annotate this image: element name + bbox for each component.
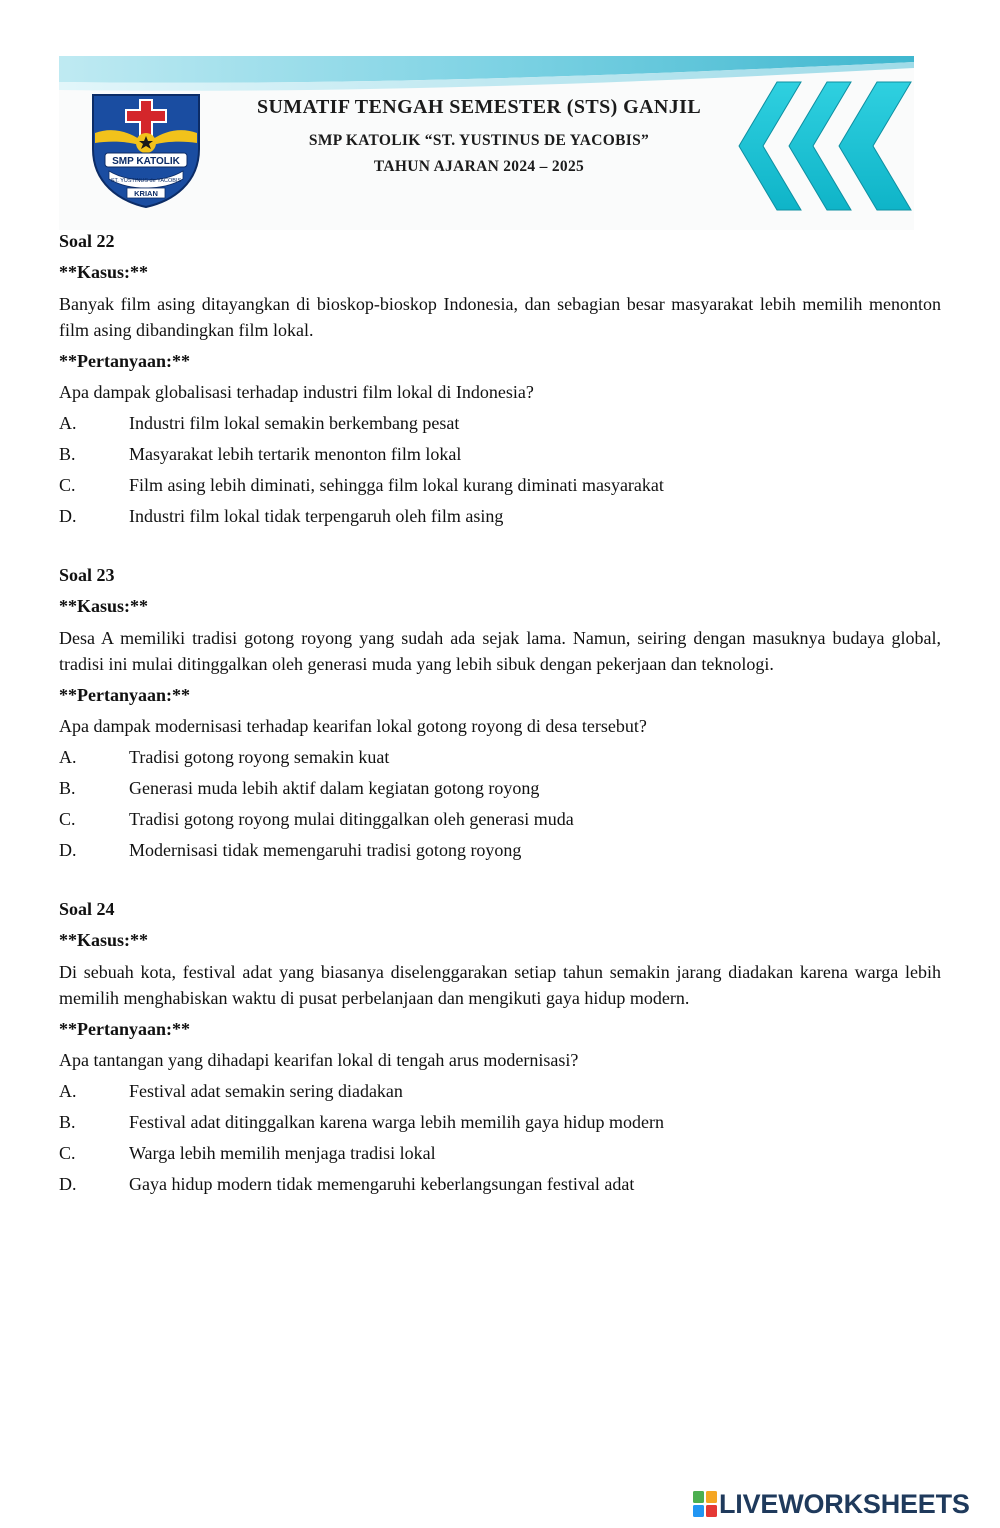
liveworksheets-brand-text: LIVEWORKSHEETS [719, 1488, 970, 1519]
option-b[interactable] [59, 1107, 941, 1138]
case-text: Banyak film asing ditayangkan di bioskop-bioskop Indonesia, dan sebagian besar masyarakat lebih memilih menonton film asing dibandingkan film lokal. [59, 294, 941, 340]
option-text: Generasi muda lebih aktif dalam kegiatan gotong royong [129, 778, 540, 798]
question-text: Apa dampak modernisasi terhadap kearifan lokal gotong royong di desa tersebut? [59, 716, 647, 736]
questions-content [59, 226, 941, 1228]
option-letter: A. [59, 413, 77, 433]
question-text: Apa dampak globalisasi terhadap industri film lokal di Indonesia? [59, 382, 534, 402]
option-letter: A. [59, 1081, 77, 1101]
option-d[interactable] [59, 1169, 941, 1200]
option-letter: D. [59, 1174, 77, 1194]
option-c[interactable] [59, 804, 941, 835]
header-banner [59, 56, 914, 230]
option-letter: C. [59, 1143, 76, 1163]
case-text: Desa A memiliki tradisi gotong royong yang sudah ada sejak lama. Namun, seiring dengan masuknya budaya global, tradisi ini mulai ditinggalkan oleh generasi muda yang lebih sibuk dengan pekerjaan dan teknologi. [59, 628, 941, 674]
question-title: Soal 23 [59, 565, 115, 585]
option-letter: B. [59, 1112, 76, 1132]
question-block-23 [59, 560, 941, 866]
option-b[interactable] [59, 773, 941, 804]
logo-ribbon-text: ST. YUSTINUS de YACOBIS [110, 178, 182, 184]
option-d[interactable] [59, 501, 941, 532]
option-text: Modernisasi tidak memengaruhi tradisi gotong royong [129, 840, 522, 860]
question-block-22 [59, 226, 941, 532]
option-letter: C. [59, 475, 76, 495]
liveworksheets-logo-icon [693, 1491, 717, 1517]
question-block-24 [59, 894, 941, 1200]
option-letter: C. [59, 809, 76, 829]
option-letter: A. [59, 747, 77, 767]
exam-title: SUMATIF TENGAH SEMESTER (STS) GANJIL [256, 96, 702, 118]
option-letter: D. [59, 506, 77, 526]
option-c[interactable] [59, 470, 941, 501]
logo-bottom-text: KRIAN [134, 189, 158, 198]
question-title: Soal 22 [59, 231, 115, 251]
option-text: Gaya hidup modern tidak memengaruhi keberlangsungan festival adat [129, 1174, 635, 1194]
question-label: **Pertanyaan:** [59, 1019, 190, 1039]
option-text: Industri film lokal semakin berkembang pesat [129, 413, 460, 433]
question-label: **Pertanyaan:** [59, 685, 190, 705]
liveworksheets-watermark[interactable] [693, 1488, 970, 1520]
option-text: Film asing lebih diminati, sehingga film lokal kurang diminati masyarakat [129, 475, 664, 495]
option-text: Festival adat semakin sering diadakan [129, 1081, 403, 1101]
question-title: Soal 24 [59, 899, 115, 919]
option-d[interactable] [59, 835, 941, 866]
academic-year: TAHUN AJARAN 2024 – 2025 [373, 158, 585, 175]
option-letter: D. [59, 840, 77, 860]
school-logo [87, 87, 205, 209]
question-label: **Pertanyaan:** [59, 351, 190, 371]
option-b[interactable] [59, 439, 941, 470]
logo-top-text: SMP KATOLIK [112, 156, 180, 167]
option-text: Tradisi gotong royong mulai ditinggalkan oleh generasi muda [129, 809, 574, 829]
option-c[interactable] [59, 1138, 941, 1169]
case-label: **Kasus:** [59, 262, 149, 282]
option-letter: B. [59, 444, 76, 464]
case-text: Di sebuah kota, festival adat yang biasanya diselenggarakan setiap tahun semakin jarang diadakan karena warga lebih memilih menghabiskan waktu di pusat perbelanjaan dan mengikuti gaya hidup modern. [59, 962, 941, 1008]
case-label: **Kasus:** [59, 596, 149, 616]
option-text: Festival adat ditinggalkan karena warga lebih memilih gaya hidup modern [129, 1112, 665, 1132]
case-label: **Kasus:** [59, 930, 149, 950]
question-text: Apa tantangan yang dihadapi kearifan lokal di tengah arus modernisasi? [59, 1050, 579, 1070]
school-name: SMP KATOLIK “ST. YUSTINUS DE YACOBIS” [308, 132, 650, 149]
option-text: Tradisi gotong royong semakin kuat [129, 747, 390, 767]
option-letter: B. [59, 778, 76, 798]
option-text: Warga lebih memilih menjaga tradisi lokal [129, 1143, 436, 1163]
option-a[interactable] [59, 1076, 941, 1107]
option-text: Masyarakat lebih tertarik menonton film lokal [129, 444, 462, 464]
option-a[interactable] [59, 408, 941, 439]
option-a[interactable] [59, 742, 941, 773]
chevron-arrows-decoration [735, 80, 914, 214]
option-text: Industri film lokal tidak terpengaruh oleh film asing [129, 506, 504, 526]
